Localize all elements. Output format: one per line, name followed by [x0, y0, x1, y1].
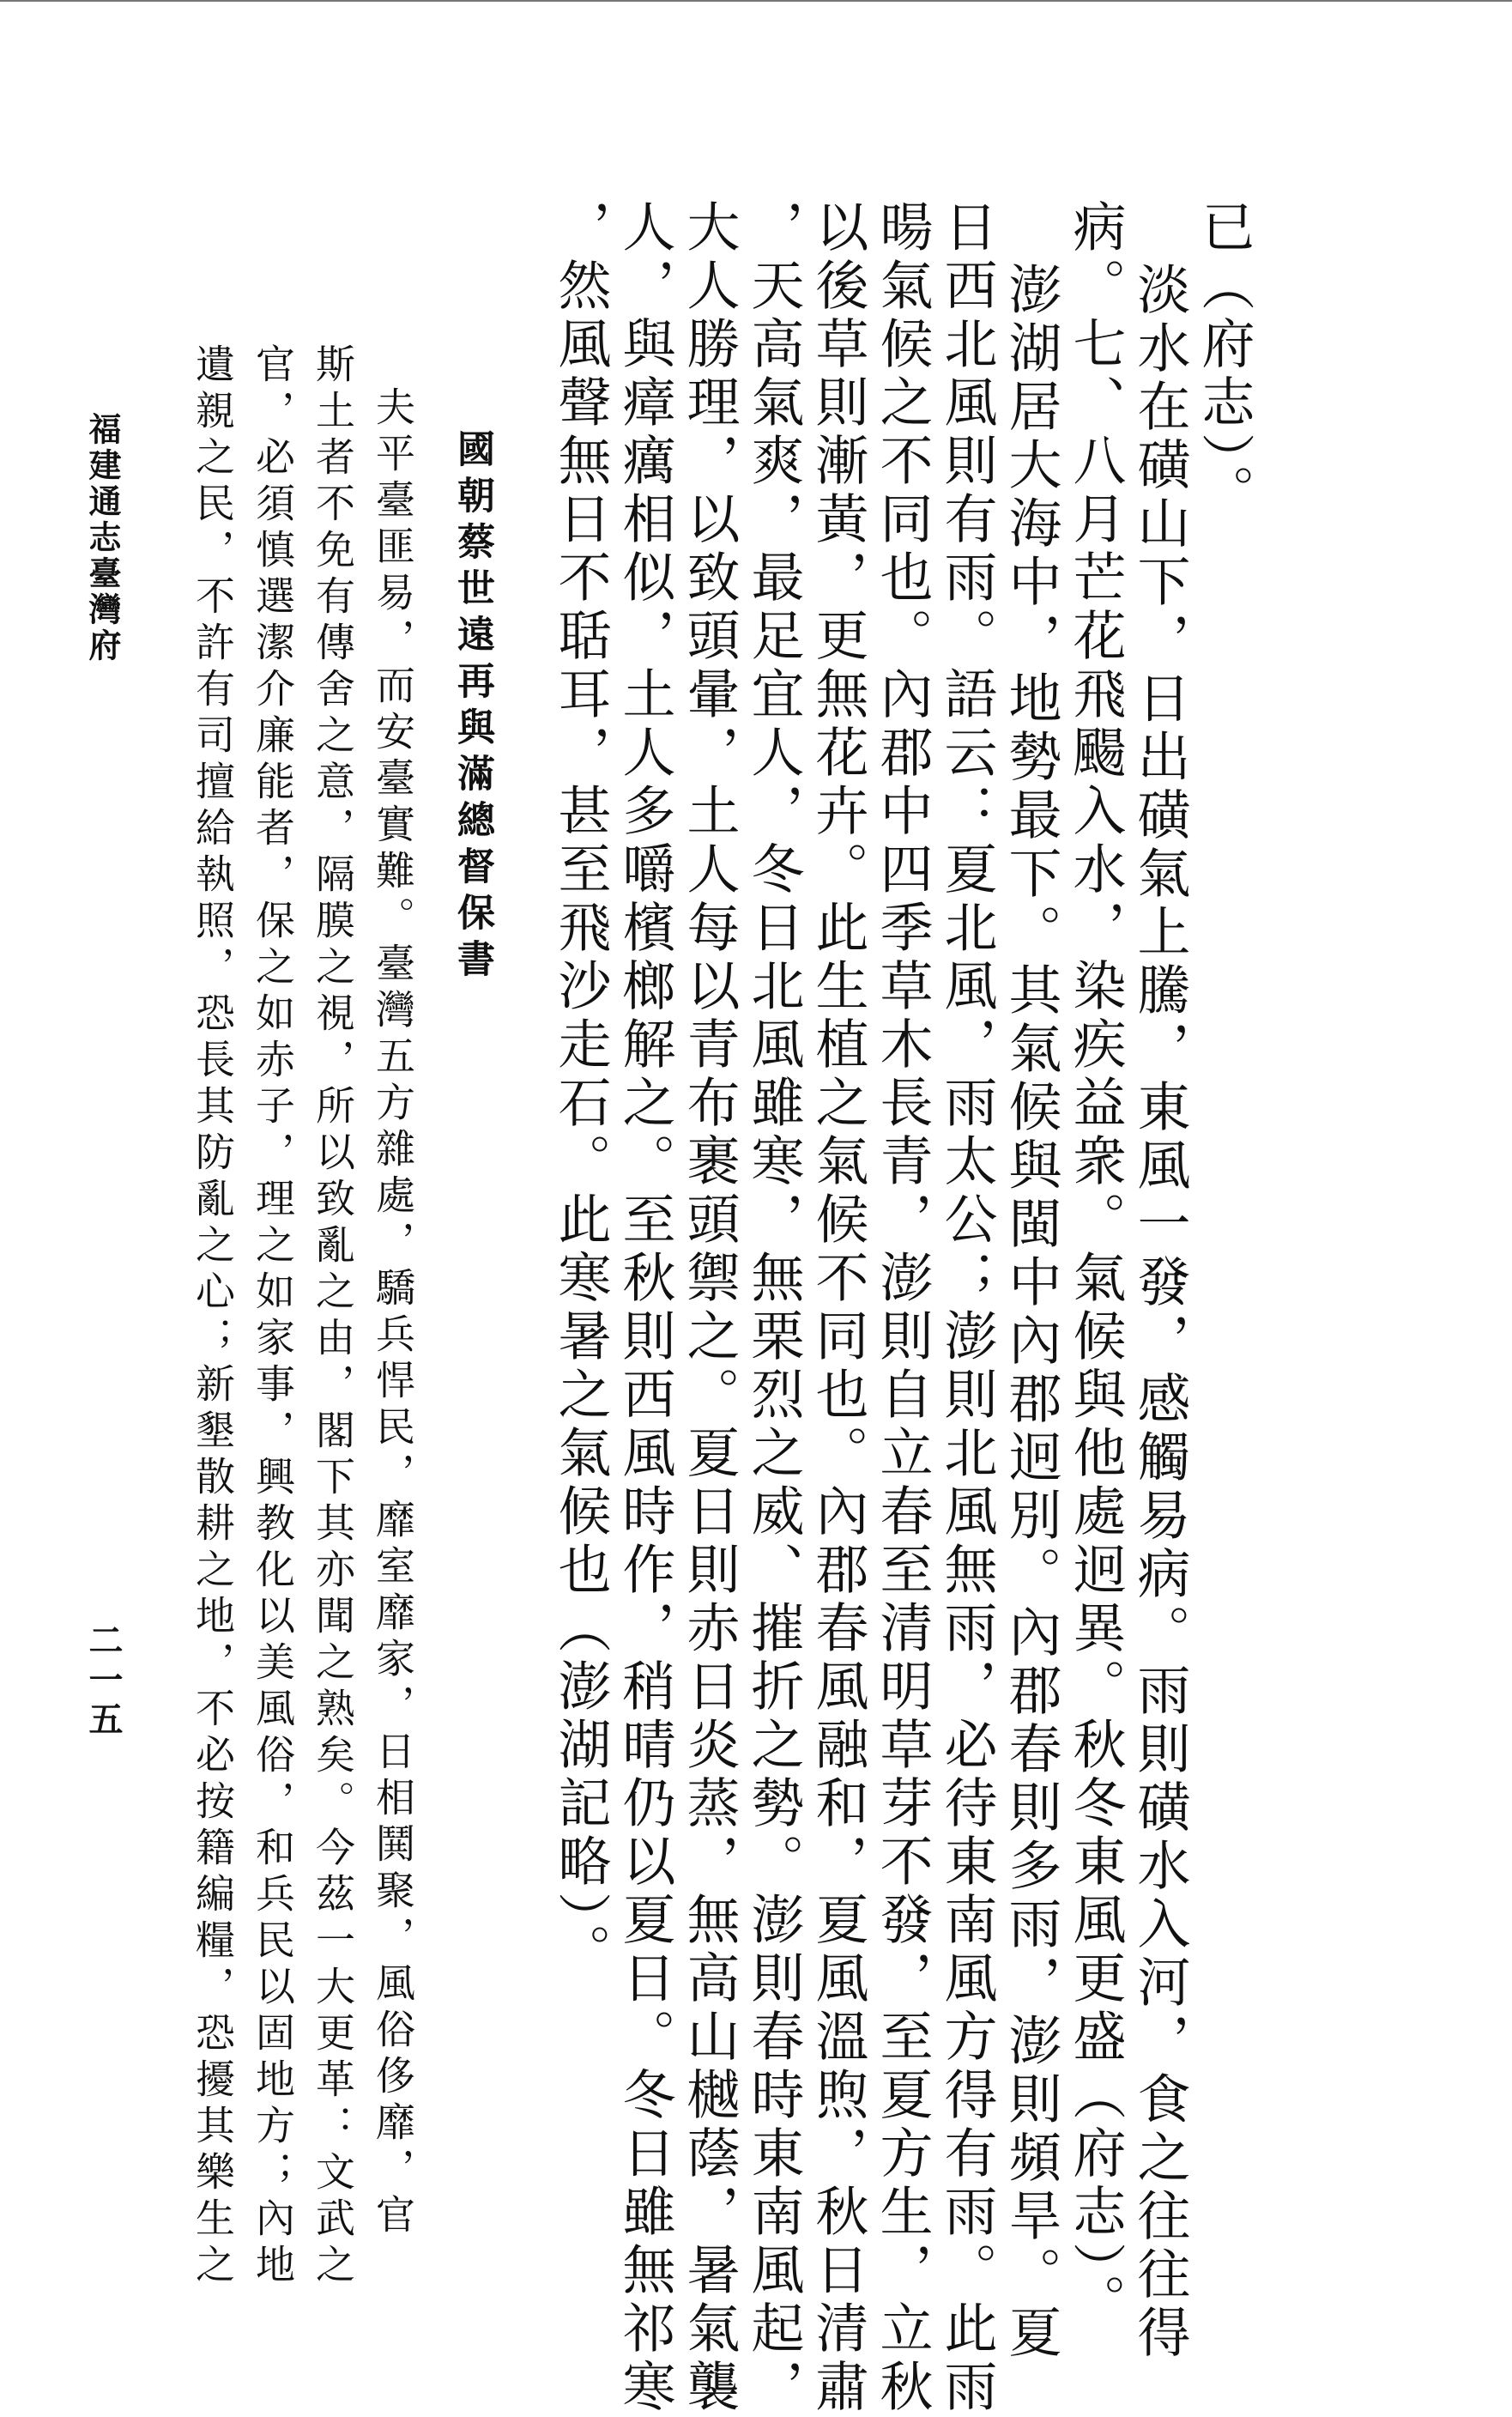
body-column-10: 人，與瘴癘相似，土人多嚼檳榔解之。至秋則西風時作，稍晴仍以夏日。冬日雖無祁寒 — [614, 199, 676, 2417]
body-column-8: ，天高氣爽，最足宜人，冬日北風雖寒，無栗烈之威、摧折之勢。澎則春時東南風起， — [742, 199, 805, 2417]
body-column-5: 日西北風則有雨。語云：夏北風，雨太公；澎則北風無雨，必待東南風方得有雨。此雨 — [935, 199, 998, 2417]
essay-column-3: 官，必須慎選潔介廉能者，保之如赤子，理之如家事，興教化以美風俗，和兵民以固地方；內地 — [250, 343, 296, 2290]
essay-title: 國朝蔡世遠再與滿總督保書 — [451, 429, 494, 985]
body-column-9: 大人勝理，以致頭暈，土人每以青布裹頭禦之。夏日則赤日炎蒸，無高山樾蔭，暑氣襲 — [678, 199, 741, 2417]
body-column-3: 病。七、八月芒花飛颺入水，染疾益衆。氣候與他處迥異。秋冬東風更盛（府志）。 — [1064, 199, 1127, 2332]
body-column-11: ，然風聲無日不聒耳，甚至飛沙走石。此寒暑之氣候也（澎湖記略）。 — [549, 199, 612, 1982]
body-column-6: 暘氣候之不同也。內郡中四季草木長青，澎則自立春至清明草芽不發，至夏方生，立秋 — [871, 199, 934, 2417]
body-column-4: 澎湖居大海中，地勢最下。其氣候與閩中內郡迥別。內郡春則多雨，澎則頻旱。夏 — [1000, 262, 1062, 2363]
essay-column-1: 夫平臺匪易，而安臺實難。臺灣五方雜處，驕兵悍民，靡室靡家，日相鬨聚，風俗侈靡，官 — [370, 386, 416, 2240]
body-column-1: 已（府志）。 — [1193, 199, 1255, 523]
essay-column-4: 遺親之民，不許有司擅給執照，恐長其防亂之心；新墾散耕之地，不必按籍編糧，恐擾其樂生之 — [190, 343, 236, 2290]
book-title-footer: 福建通志臺灣府 — [83, 412, 122, 664]
essay-column-2: 斯土者不免有傳舍之意，隔膜之視，所以致亂之由，閣下其亦聞之熟矣。今茲一大更革：文武之 — [310, 343, 356, 2290]
page-number: 二一五 — [83, 1622, 124, 1741]
body-column-2: 淡水在磺山下，日出磺氣上騰，東風一發，感觸易病。雨則磺水入河，食之往往得 — [1128, 262, 1191, 2363]
top-border-line — [0, 0, 1512, 2]
body-column-7: 以後草則漸黃，更無花卉。此生植之氣候不同也。內郡春風融和，夏風溫煦，秋日清肅 — [807, 199, 869, 2417]
